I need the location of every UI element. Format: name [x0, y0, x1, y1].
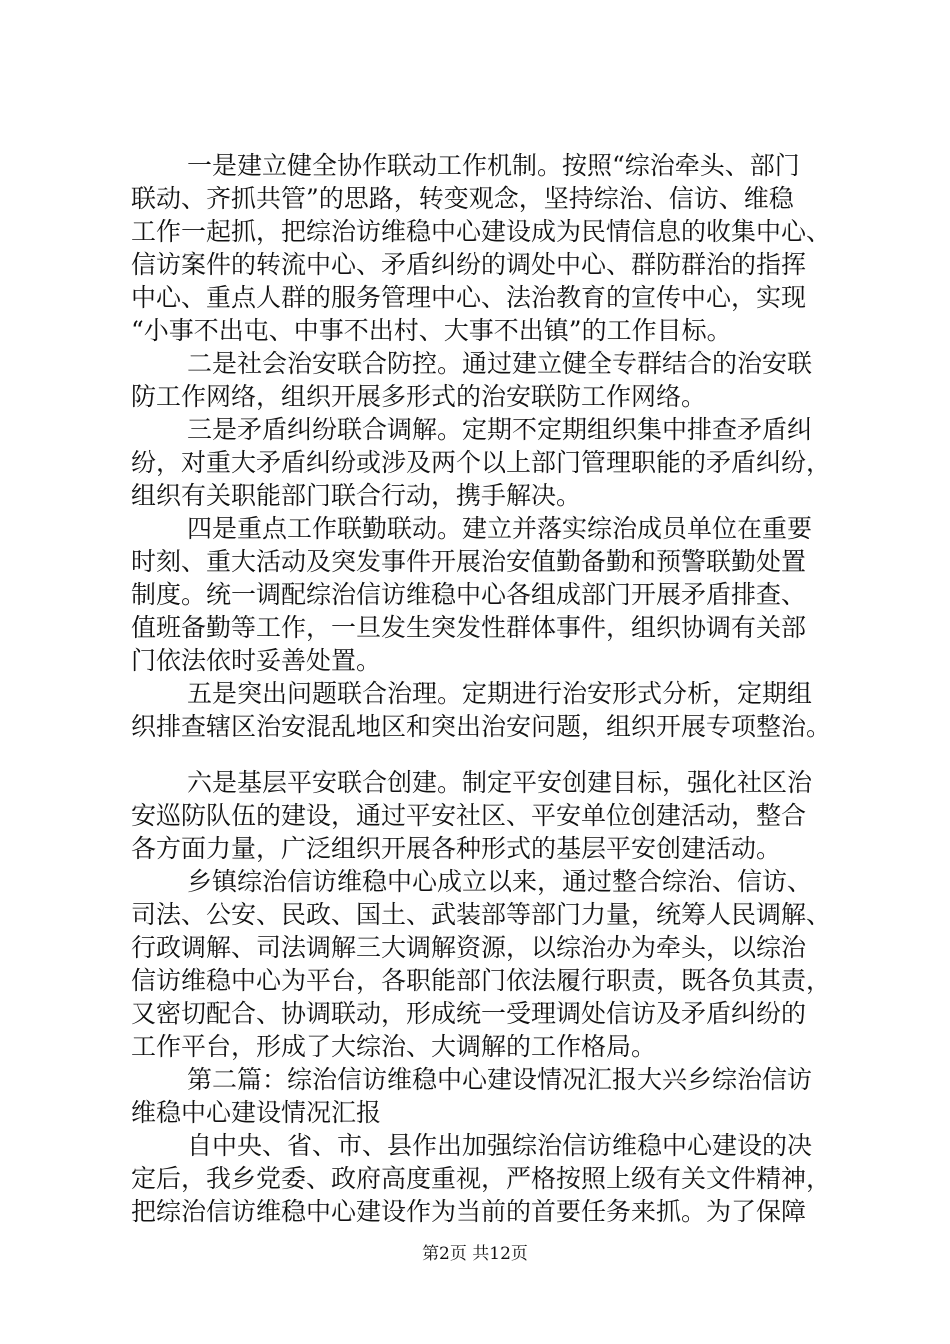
- text-line: 联动、齐抓共管”的思路，转变观念，坚持综治、信访、维稳: [131, 184, 794, 213]
- text-line: 工作平台，形成了大综治、大调解的工作格局。: [131, 1032, 657, 1061]
- text-line: “小事不出屯、中事不出村、大事不出镇”的工作目标。: [131, 316, 732, 345]
- text-line: 二是社会治安联合防控。通过建立健全专群结合的治安联: [187, 349, 813, 378]
- text-line: 织排查辖区治安混乱地区和突出治安问题，组织开展专项整治。: [131, 712, 832, 741]
- text-line: 第二篇：综治信访维稳中心建设情况汇报大兴乡综治信访: [187, 1065, 813, 1094]
- text-line: 三是矛盾纠纷联合调解。定期不定期组织集中排查矛盾纠: [187, 415, 813, 444]
- text-line: 四是重点工作联勤联动。建立并落实综治成员单位在重要: [187, 514, 813, 543]
- text-line: 制度。统一调配综治信访维稳中心各组成部门开展矛盾排查、: [131, 580, 807, 609]
- text-line: 自中央、省、市、县作出加强综治信访维稳中心建设的决: [187, 1131, 813, 1160]
- text-line: 工作一起抓，把综治访维稳中心建设成为民情信息的收集中心、: [131, 217, 832, 246]
- text-line: 安巡防队伍的建设，通过平安社区、平安单位创建活动，整合: [131, 801, 807, 830]
- text-line: 乡镇综治信访维稳中心成立以来，通过整合综治、信访、: [187, 867, 813, 896]
- text-line: 维稳中心建设情况汇报: [131, 1098, 382, 1127]
- text-line: 定后，我乡党委、政府高度重视，严格按照上级有关文件精神，: [131, 1164, 832, 1193]
- text-line: 各方面力量，广泛组织开展各种形式的基层平安创建活动。: [131, 834, 782, 863]
- text-line: 一是建立健全协作联动工作机制。按照“综治牵头、部门: [187, 151, 800, 180]
- text-line: 信访案件的转流中心、矛盾纠纷的调处中心、群防群治的指挥: [131, 250, 807, 279]
- text-line: 五是突出问题联合治理。定期进行治安形式分析，定期组: [187, 679, 813, 708]
- text-line: 纷，对重大矛盾纠纷或涉及两个以上部门管理职能的矛盾纠纷，: [131, 448, 832, 477]
- text-line: 信访维稳中心为平台，各职能部门依法履行职责，既各负其责，: [131, 966, 832, 995]
- text-line: 把综治信访维稳中心建设作为当前的首要任务来抓。为了保障: [131, 1197, 807, 1226]
- text-line: 又密切配合、协调联动，形成统一受理调处信访及矛盾纠纷的: [131, 999, 807, 1028]
- text-line: 行政调解、司法调解三大调解资源，以综治办为牵头，以综治: [131, 933, 807, 962]
- text-line: 司法、公安、民政、国土、武装部等部门力量，统筹人民调解、: [131, 900, 832, 929]
- text-line: 时刻、重大活动及突发事件开展治安值勤备勤和预警联勤处置: [131, 547, 807, 576]
- text-line: 六是基层平安联合创建。制定平安创建目标，强化社区治: [187, 768, 813, 797]
- page-footer: 第2页 共12页: [422, 1244, 528, 1264]
- text-line: 门依法依时妥善处置。: [131, 646, 382, 675]
- text-line: 组织有关职能部门联合行动，携手解决。: [131, 481, 582, 510]
- text-line: 值班备勤等工作，一旦发生突发性群体事件，组织协调有关部: [131, 613, 807, 642]
- text-line: 中心、重点人群的服务管理中心、法治教育的宣传中心，实现: [131, 283, 807, 312]
- text-line: 防工作网络，组织开展多形式的治安联防工作网络。: [131, 382, 707, 411]
